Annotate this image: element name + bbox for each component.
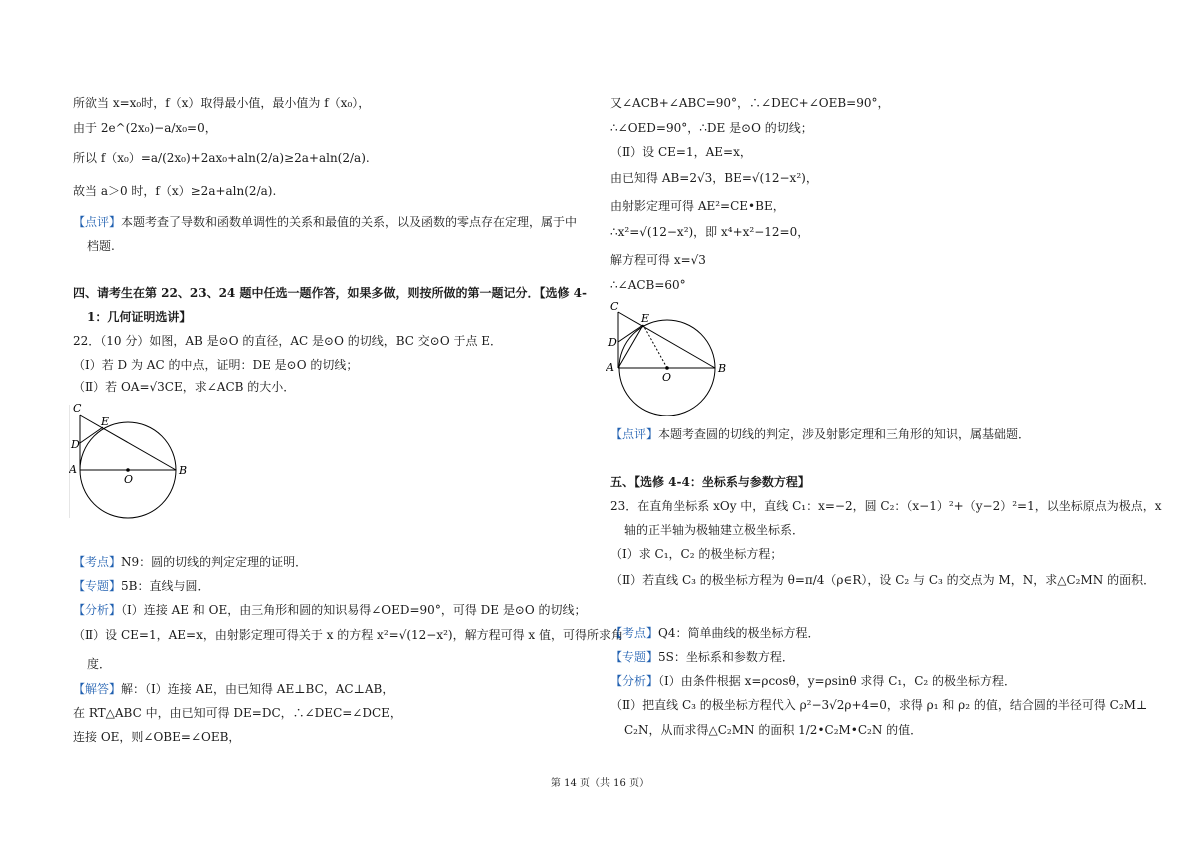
label-C: C bbox=[610, 300, 619, 313]
text-line: ∴∠OED=90°，∴DE 是⊙O 的切线； bbox=[610, 121, 813, 135]
label-O: O bbox=[662, 371, 672, 384]
text-line: （Ⅱ）设 CE=1，AE=x， bbox=[610, 145, 752, 159]
zhuanti-line: 【专题】5S：坐标系和参数方程． bbox=[610, 650, 794, 664]
fenxi-line: 【分析】（Ⅰ）由条件根据 x=ρcosθ，y=ρsinθ 求得 C₁，C₂ 的极坐标方程． bbox=[610, 674, 1017, 688]
comment-line: 【点评】本题考查了导数和函数单调性的关系和最值的关系，以及函数的零点存在定理，属于中 bbox=[73, 215, 578, 229]
label-C: C bbox=[73, 402, 82, 415]
kaodian-line: 【考点】N9：圆的切线的判定定理的证明． bbox=[73, 555, 308, 569]
label-D: D bbox=[608, 336, 617, 349]
text-line: 连接 OE，则∠OBE=∠OEB， bbox=[73, 730, 241, 744]
text-line: （Ⅱ）把直线 C₃ 的极坐标方程代入 ρ²−3√2ρ+4=0，求得 ρ₁ 和 ρ₂ 的值，结合圆的半径可得 C₂M⊥ bbox=[610, 698, 1148, 712]
section-heading: 五、【选修 4-4：坐标系与参数方程】 bbox=[610, 475, 810, 489]
text-line: （Ⅱ）设 CE=1，AE=x，由射影定理可得关于 x 的方程 x²=√(12−x²)，解方程可得 x 值，可得所求角 bbox=[73, 628, 624, 642]
question-line: （Ⅰ）若 D 为 AC 的中点，证明：DE 是⊙O 的切线； bbox=[73, 358, 359, 372]
text-line: 在 RT△ABC 中，由已知可得 DE=DC，∴∠DEC=∠DCE， bbox=[73, 706, 402, 720]
text-line: 解方程可得 x=√3 bbox=[610, 253, 706, 267]
fenxi-line: 【分析】（Ⅰ）连接 AE 和 OE，由三角形和圆的知识易得∠OED=90°，可得 DE 是⊙O 的切线； bbox=[73, 603, 587, 617]
question-line: 轴的正半轴为极轴建立极坐标系． bbox=[624, 523, 805, 537]
question-line: （Ⅱ）若直线 C₃ 的极坐标方程为 θ=π/4（ρ∈R），设 C₂ 与 C₃ 的交点为 M，N，求△C₂MN 的面积． bbox=[610, 573, 1156, 587]
dianping-tag: 【点评】 bbox=[73, 215, 122, 229]
question-line: （Ⅱ）若 OA=√3CE，求∠ACB 的大小． bbox=[73, 380, 296, 394]
text-line: 由于 2e^(2x₀)−a/x₀=0， bbox=[73, 121, 217, 135]
zhuanti-line: 【专题】5B：直线与圆． bbox=[73, 579, 210, 593]
text-line: 档题. bbox=[87, 239, 115, 253]
label-O: O bbox=[124, 473, 134, 486]
question-line: 23．在直角坐标系 xOy 中，直线 C₁：x=−2，圆 C₂：（x−1）²+（y−2）²=1，以坐标原点为极点，x bbox=[610, 499, 1162, 513]
text-line: 由射影定理可得 AE²=CE•BE， bbox=[610, 199, 785, 213]
label-E: E bbox=[101, 415, 110, 428]
text-line: 度． bbox=[87, 657, 112, 671]
section-heading: 四、请考生在第 22、23、24 题中任选一题作答，如果多做，则按所做的第一题记分．【选修 4- bbox=[73, 286, 587, 300]
label-E: E bbox=[641, 312, 650, 325]
geometry-figure-2 bbox=[606, 298, 736, 416]
comment-line: 【点评】本题考查圆的切线的判定，涉及射影定理和三角形的知识，属基础题． bbox=[610, 427, 1031, 441]
label-D: D bbox=[71, 438, 80, 451]
page-footer: 第 14 页（共 16 页） bbox=[550, 778, 650, 789]
text-line: C₂N，从而求得△C₂MN 的面积 1/2•C₂M•C₂N 的值． bbox=[624, 723, 923, 737]
text-line: 又∠ACB+∠ABC=90°，∴∠DEC+∠OEB=90°， bbox=[610, 96, 890, 110]
label-B: B bbox=[718, 362, 727, 375]
text-line: 由已知得 AB=2√3，BE=√(12−x²)， bbox=[610, 171, 818, 185]
kaodian-line: 【考点】Q4：简单曲线的极坐标方程． bbox=[610, 626, 820, 640]
text-line: 所以 f（x₀）=a/(2x₀)+2ax₀+aln(2/a)≥2a+aln(2/a). bbox=[73, 151, 370, 165]
text-line: 所欲当 x=x₀时，f（x）取得最小值，最小值为 f（x₀）， bbox=[73, 96, 371, 110]
text-line: ∴x²=√(12−x²)，即 x⁴+x²−12=0， bbox=[610, 225, 810, 239]
text-line: ∴∠ACB=60° bbox=[610, 278, 686, 292]
question-line: （Ⅰ）求 C₁，C₂ 的极坐标方程； bbox=[610, 547, 783, 561]
label-B: B bbox=[179, 464, 188, 477]
section-heading: 1：几何证明选讲】 bbox=[87, 310, 192, 324]
jieda-line: 【解答】解：（Ⅰ）连接 AE，由已知得 AE⊥BC，AC⊥AB， bbox=[73, 682, 395, 696]
label-A: A bbox=[606, 361, 614, 374]
question-line: 22．（10 分）如图，AB 是⊙O 的直径，AC 是⊙O 的切线，BC 交⊙O 于点 E． bbox=[73, 334, 503, 348]
text-line: 故当 a＞0 时，f（x）≥2a+aln(2/a). bbox=[73, 184, 277, 198]
label-A: A bbox=[69, 463, 77, 476]
geometry-figure-1 bbox=[69, 400, 199, 520]
